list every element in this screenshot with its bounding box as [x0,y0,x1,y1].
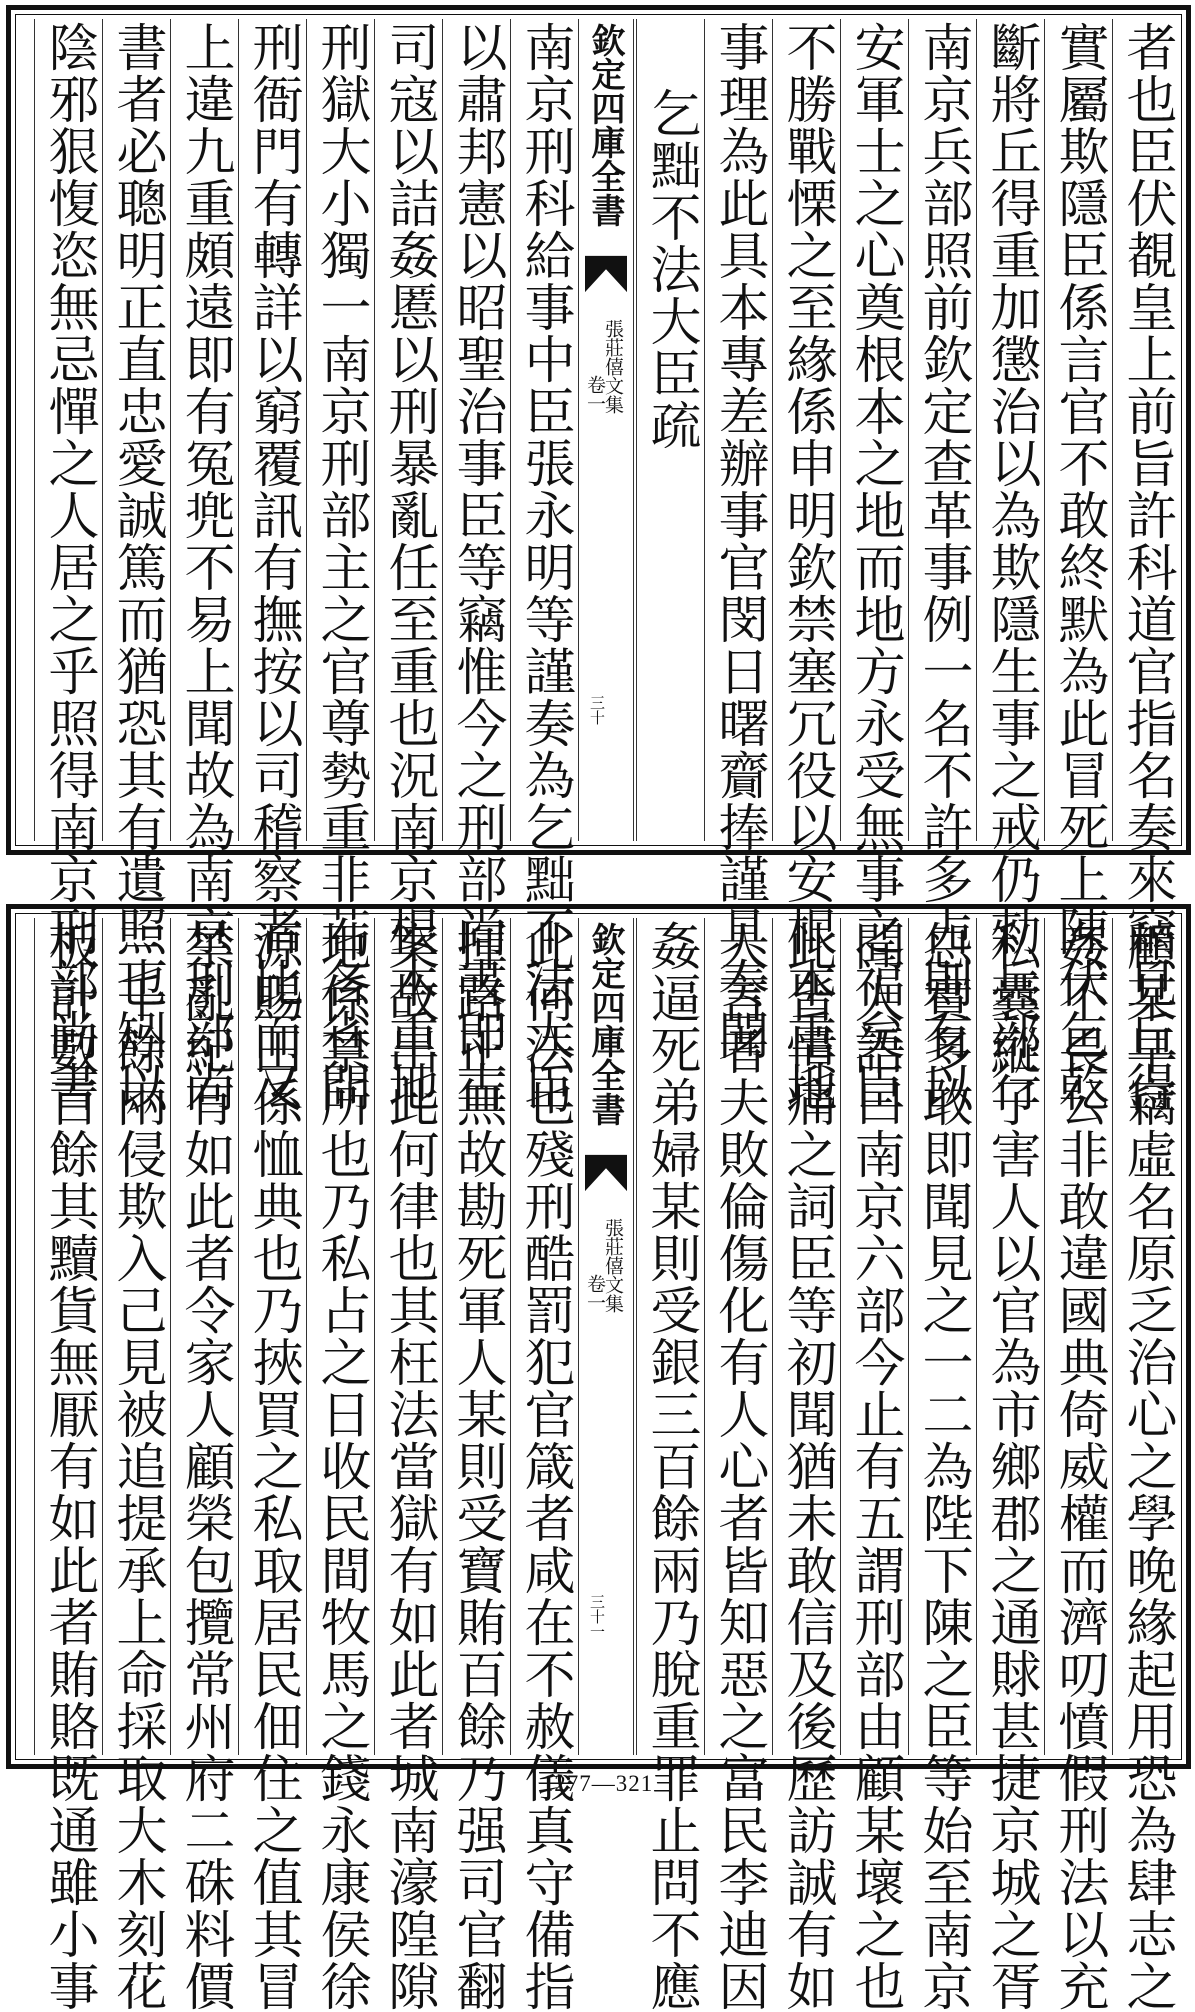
text-column [510,918,578,2012]
column-text: 南京刑科給事中臣張永明等謹奏為乞黜不法大臣 [515,21,574,1113]
text-column [306,19,374,1113]
text-column [636,918,704,2012]
column-text: 禁亂紀有如此者令家人顧榮包攬常州府二硃料價 [175,920,234,2012]
text-column [976,918,1044,2012]
column-text: 地係禁所也乃私占之日收民間牧馬之錢永康侯徐 [311,920,370,2012]
column-text: 安軍士之心奠根本之地而地方永受無事之福矣臣 [845,21,904,1113]
column-text: 事理為此具本專差辦事官閔日曙齎捧謹具奏聞 [709,21,768,1061]
text-column [374,19,442,1113]
text-column [170,918,238,2012]
text-column [840,918,908,2012]
center-fold [578,19,634,841]
volume-label: 卷一 [584,1274,606,1312]
center-fold [578,918,634,1755]
page-number: 三十一 [588,1594,606,1639]
column-text: 聞人語曰南京六部今止有五謂刑部由顧某壞之也 [845,920,904,2012]
column-text: 者也臣伏覩皇上前旨許科道官指名奏來竊見丘得 [1117,21,1176,1113]
page-number: 三十 [588,695,606,725]
column-text: 陰邪狠愎恣無忌憚之人居之乎照得南京刑部尚書 [39,21,98,1113]
text-column [1044,918,1112,2012]
text-column [908,19,976,1113]
column-text: 實屬欺隱臣係言官不敢終默為此冒死上陳伏乞乾 [1049,21,1108,1113]
column-text: 人言者夫敗倫傷化有人心者皆知惡之富民李迪因 [709,920,768,2012]
text-column [704,19,772,1061]
text-column [442,19,510,1113]
text-column [34,19,102,1113]
column-text: 姦逼死弟婦某則受銀三百餘兩乃脫重罪止問不應 [641,920,700,2012]
column-text: 顧某早竊虛名原乏治心之學晚緣起用恐為肆志之 [1117,920,1176,2012]
column-text: 刑衙門有轉詳以窮覆訊有撫按以司稽察者比而又 [243,21,302,1113]
text-column [908,918,976,2012]
text-column [34,918,102,2012]
text-column [1044,19,1112,1113]
text-column [976,19,1044,1113]
column-text: 南京兵部照前欽定查革事例一名不許多占則有以 [913,21,972,1113]
text-column [772,19,840,1113]
text-column [238,918,306,2012]
footer-page-code: 1277—321 [541,1771,654,1796]
column-text: 書者必聰明正直忠愛誠篤而猶恐其有遺照也矧以 [107,21,166,1113]
column-text: 板計數百餘其黷貨無厭有如此者賄賂既通雖小事 [39,920,98,2012]
column-text: 不勝戰慄之至緣係申明欽禁塞冗役以安根本重地 [777,21,836,1113]
column-text: 姦不畏公非敢違國典倚威權而濟叨憤假刑法以充 [1049,920,1108,2012]
text-column [704,918,772,2012]
volume-label: 卷一 [584,375,606,413]
column-text: 源賜田係恤典也乃挾買之私取居民佃住之值其冒 [243,920,302,2012]
fish-tail-mark [585,255,627,293]
text-column [636,19,704,841]
text-column [1112,19,1180,1113]
text-column [840,19,908,1113]
fish-tail-mark [585,1154,627,1192]
column-text: 刑獄大小獨一南京刑部主之官尊勢重非若各省問 [311,21,370,1113]
column-text: 怨實多敢即聞見之一二為陛下陳之臣等始至南京 [913,920,972,2012]
text-column [238,19,306,1113]
series-title: 張莊僖文集 [602,1218,624,1313]
column-text: 案故出此何律也其枉法當獄有如此者城南濠隍隙 [379,920,438,2012]
text-column [374,918,442,2012]
column-text: 私囊縱子害人以官為市鄉郡之通賕甚捷京城之胥 [981,920,1040,2012]
text-column [1112,918,1180,2012]
text-column [170,19,238,1113]
column-text: 揮路正無故勘死軍人某則受寶賄百餘乃强司官翻 [447,920,506,2012]
text-column [102,918,170,2012]
text-column [510,19,578,1113]
column-text: 以肅邦憲以昭聖治事臣等竊惟今之刑部尚書即古 [447,21,506,1113]
text-column [102,19,170,1113]
series-title: 張莊僖文集 [602,319,624,414]
text-column [772,918,840,2012]
column-text: 司寇以詰姦慝以刑暴亂任至重也況南京根本重地 [379,21,438,1113]
column-text: 三千餘兩侵欺入己見被追提承上命採取大木刻花 [107,920,166,2012]
book-title: 欽定四庫全書 [585,23,625,227]
column-text: 斷將丘得重加懲治以為欺隱生事之戒仍勑兵部行 [981,21,1040,1113]
essay-title: 乞黜不法大臣疏 [641,87,700,451]
column-text: 此皆憤痛之詞臣等初聞猶未敢信及後歷訪誠有如 [777,920,836,2012]
text-column [306,918,374,2012]
column-text: 上違九重頗遠即有冤兠不易上聞故為南京刑部尚 [175,21,234,1113]
column-text: 此何法也殘刑酷罰犯官箴者咸在不赦儀真守備指 [515,920,574,2012]
top-page [6,5,1191,1113]
text-column [442,918,510,2012]
book-title: 欽定四庫全書 [585,922,625,1126]
